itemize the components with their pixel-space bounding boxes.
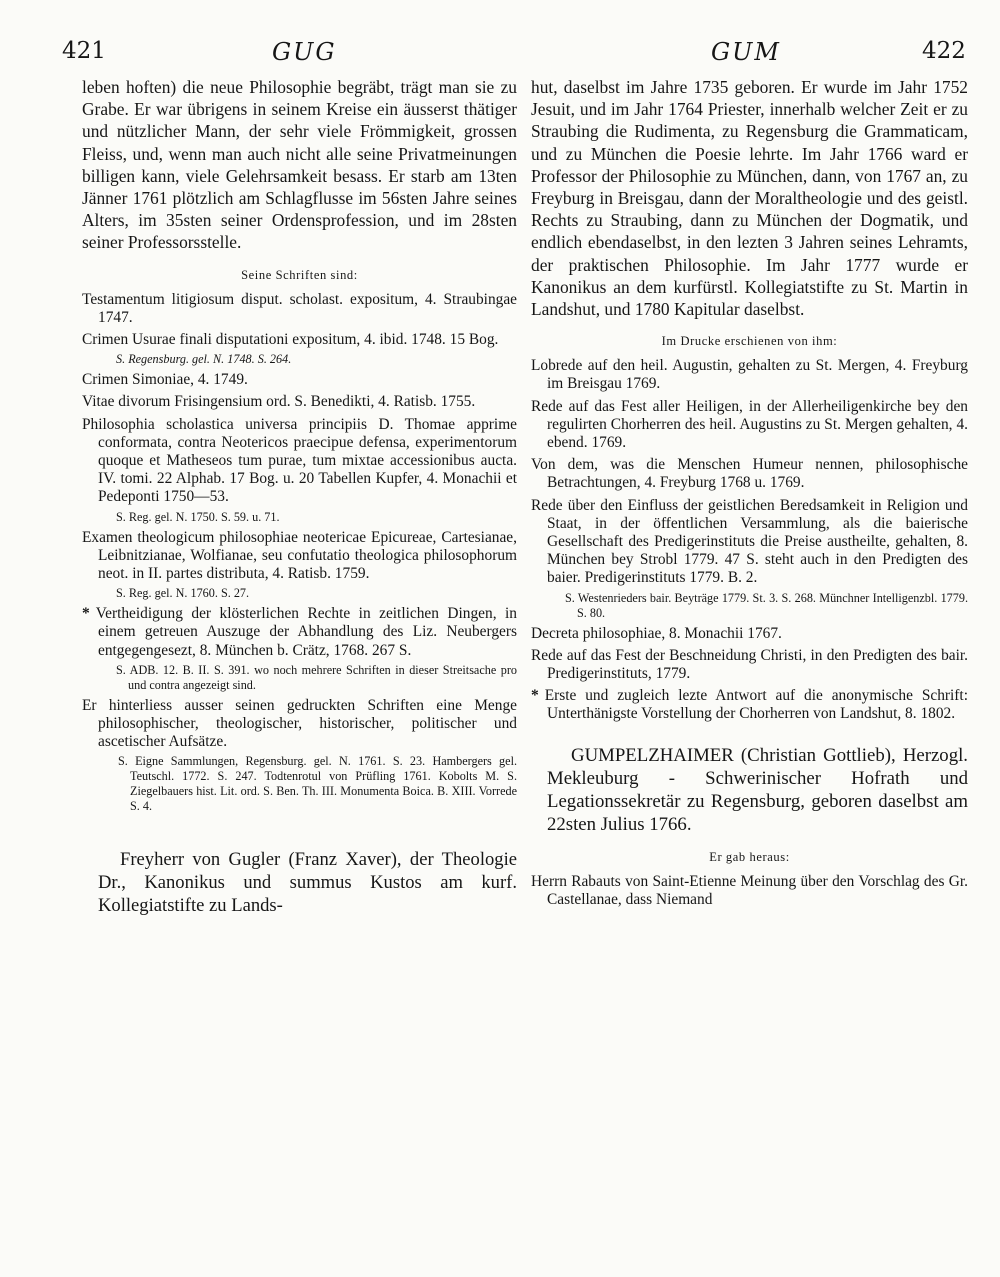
work-entry-rede-heiligen: Rede auf das Fest aller Heiligen, in der Allerheiligenkirche bey den regulirten Chorherren des heil. Augustins zu St. Mergen gehalten, 4. ebend. 1769. [531, 397, 968, 452]
page-number-right: 422 [922, 38, 966, 64]
work-entry-vertheidigung-text: Vertheidigung der klösterlichen Rechte in zeitlichen Dingen, in einem getreuen Auszuge der Abhandlung des Liz. Neubergers entgegengesezt, 8. München b. Crätz, 1768. 267 S. [95, 605, 517, 659]
work-entry-humeur: Von dem, was die Menschen Humeur nennen, philosophische Betrachtungen, 4. Freyburg 1768 u. 1769. [531, 456, 968, 492]
page-header [0, 38, 1000, 72]
left-works-heading: Seine Schriften sind: [241, 267, 358, 282]
right-works-heading: Im Drucke erschienen von ihm: [661, 334, 838, 349]
work-entry-antwort-text: Erste und zugleich lezte Antwort auf die anonymische Schrift: Unterthänigste Vorstellung der Chorherren von Landshut, 8. 1802. [544, 687, 968, 723]
reference-rede-einfluss: S. Westenrieders bair. Beyträge 1779. St. 3. S. 268. Münchner Intelligenzbl. 1779. S. 80. [565, 590, 968, 620]
right-column [531, 76, 968, 909]
work-entry-vitae-divorum: Vitae divorum Frisingensium ord. S. Benedikti, 4. Ratisb. 1755. [82, 393, 476, 411]
work-entry-testamentum: Testamentum litigiosum disput. scholast. expositum, 4. Straubingae 1747. [82, 290, 517, 326]
work-entry-crimen-simoniae: Crimen Simoniae, 4. 1749. [82, 371, 248, 389]
reference-philosophia: S. Reg. gel. N. 1750. S. 59. u. 71. [116, 509, 280, 524]
catchword-right: GUM [711, 38, 781, 66]
work-entry-decreta: Decreta philosophiae, 8. Monachii 1767. [531, 624, 782, 642]
reference-nachlass: S. Eigne Sammlungen, Regensburg. gel. N. 1761. S. 23. Hambergers gel. Teutschl. 1772. S. 247. Todtenrotul von Prüfling 1761. Kobolts M. S. Ziegelbauers hist. Lit. ord. S. Ben. Th. III. Monumenta Boica. B. XIII. Vorrede S. 4. [118, 754, 517, 814]
entry-heading-gugler: Freyherr von Gugler (Franz Xaver), der Theologie Dr., Kanonikus und summus Kustos am kurf. Kollegiatstifte zu Lands- [98, 849, 517, 917]
asterisk-marker: * [82, 605, 90, 623]
entry-heading-gumpelzhaimer: GUMPELZHAIMER (Christian Gottlieb), Herzogl. Mekleuburg - Schwerinischer Hofrath und Legationssekretär zu Regensburg, geboren daselbst am 22sten Julius 1766. [547, 744, 968, 835]
catchword-left: GUG [272, 38, 337, 66]
work-entry-examen: Examen theologicum philosophiae neotericae Epicureae, Cartesianae, Leibnitzianae, Wolfianae, seu confutatio theologica philosophorum neot. in II. partes distributa, 4. Ratisb. 1759. [82, 528, 517, 583]
reference-vertheidigung: S. ADB. 12. B. II. S. 391. wo noch mehrere Schriften in dieser Streitsache pro und contra angezeigt sind. [116, 662, 517, 692]
work-entry-crimen-usurae: Crimen Usurae finali disputationi expositum, 4. ibid. 1748. 15 Bog. [82, 331, 499, 349]
left-column [82, 76, 517, 917]
work-entry-philosophia: Philosophia scholastica universa principiis D. Thomae apprime conformata, contra Neotericos praecipue defensa, experimentorum quoque et Matheseos tum purae, tum mixtae accessionibus aucta. IV. tomi. 22 Alphab. 17 Bog. u. 20 Tabellen Kupfer, 4. Monachii et Pedeponti 1750—53. [82, 415, 517, 506]
work-entry-vertheidigung [82, 605, 517, 660]
work-entry-rede-beschneidung: Rede auf das Fest der Beschneidung Christi, in den Predigten des bair. Predigerinstituts, 1779. [531, 646, 968, 683]
right-intro-paragraph: hut, daselbst im Jahre 1735 geboren. Er wurde im Jahr 1752 Jesuit, und im Jahr 1764 Priester, innerhalb welcher Zeit er zu Straubing die Rudimenta, zu Regensburg die Grammaticam, und zu München die Poesie lehrte. Im Jahr 1766 ward er Professor der Philosophie zu München, dann, von 1767 an, zu Freyburg in Breisgau, dann der Moraltheologie und des geistl. Rechts zu Straubing, dann zu München der Dogmatik, und endlich ebendaselbst, in den lezten 3 Jahren seines Lehramts, der praktischen Philosophie. Im Jahr 1777 wurde er Kanonikus an dem kurfürstl. Kollegiatstifte zu St. Martin in Landshut, und 1780 Kapitular daselbst. [531, 77, 968, 320]
work-entry-nachlass: Er hinterliess ausser seinen gedruckten Schriften eine Menge philosophischer, theologischer, historischer, politischer und ascetischer Aufsätze. [82, 696, 517, 751]
work-entry-rabaut: Herrn Rabauts von Saint-Etienne Meinung über den Vorschlag des Gr. Castellanae, dass Niemand [531, 872, 968, 908]
reference-examen: S. Reg. gel. N. 1760. S. 27. [116, 586, 250, 601]
left-intro-paragraph: leben hoften) die neue Philosophie begräbt, trägt man sie zu Grabe. Er war übrigens in seinem Kreise ein äusserst thätiger und nützlicher Mann, der sehr viele Frömmigkeit, grossen Fleiss, und, wenn man auch nicht alle seine Privatmeinungen billigen kann, viele Gelehrsamkeit besass. Er starb am 13ten Jänner 1761 plötzlich am Schlagflusse im 56sten Jahre seines Alters, im 35sten seiner Ordensprofession, und im 28sten seiner Professorsstelle. [82, 77, 517, 253]
work-entry-antwort [531, 687, 968, 723]
work-entry-lobrede: Lobrede auf den heil. Augustin, gehalten zu St. Mergen, 4. Freyburg im Breisgau 1769. [531, 357, 968, 393]
gumpelzhaimer-works-heading: Er gab heraus: [709, 849, 790, 864]
reference-crimen-usurae: S. Regensburg. gel. N. 1748. S. 264. [116, 352, 292, 367]
work-entry-rede-einfluss: Rede über den Einfluss der geistlichen Beredsamkeit in Religion und Staat, in der öffentlichen Versammlung, als die baierische Gesellschaft des Predigerinstituts die Preise austheilte, gehalten, 8. München bey Strobl 1779. 47 S. steht auch in den Predigten des baier. Predigerinstituts 1779. B. 2. [531, 496, 968, 587]
asterisk-marker: * [531, 687, 539, 705]
page-number-left: 421 [62, 38, 106, 64]
